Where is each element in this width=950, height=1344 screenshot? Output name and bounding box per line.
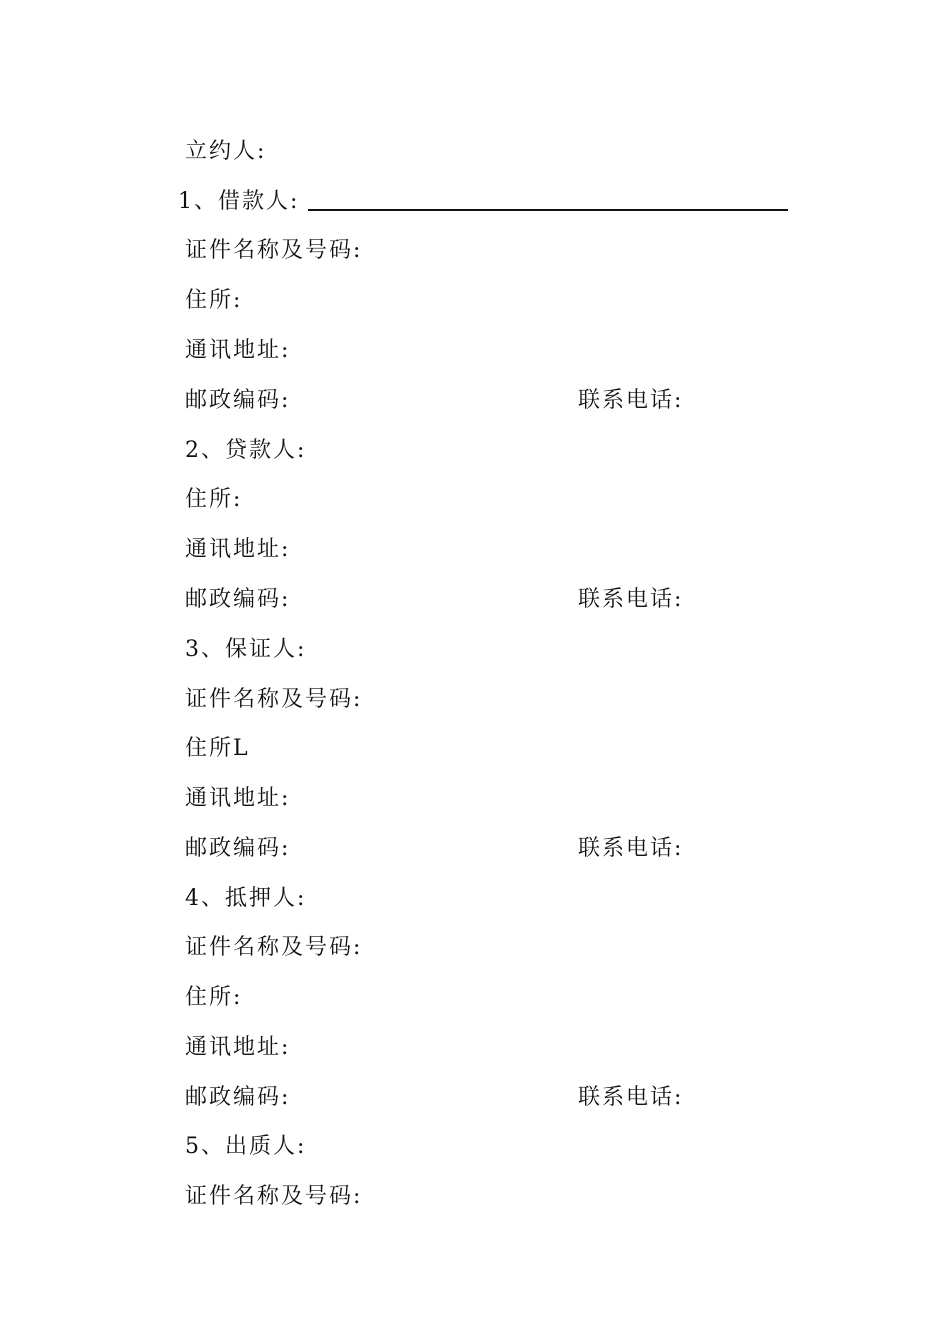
borrower-mail-label: 通讯地址:	[185, 338, 291, 363]
guarantor-heading: 3、保证人:	[185, 637, 307, 662]
lender-phone-label: 联系电话:	[578, 587, 684, 612]
mortgagor-id-label: 证件名称及号码:	[185, 935, 363, 960]
borrower-heading: 1、借款人:	[178, 189, 300, 214]
parties-heading: 立约人:	[185, 139, 267, 164]
pledgor-heading: 5、出质人:	[185, 1134, 307, 1159]
lender-postcode-label: 邮政编码:	[185, 587, 291, 612]
mortgagor-postcode-label: 邮政编码:	[185, 1085, 291, 1110]
borrower-address-label: 住所:	[185, 288, 243, 313]
mortgagor-mail-label: 通讯地址:	[185, 1035, 291, 1060]
guarantor-mail-label: 通讯地址:	[185, 786, 291, 811]
guarantor-address-label: 住所L	[185, 736, 250, 761]
mortgagor-phone-label: 联系电话:	[578, 1085, 684, 1110]
borrower-postcode-label: 邮政编码:	[185, 388, 291, 413]
lender-heading: 2、贷款人:	[185, 438, 307, 463]
mortgagor-heading: 4、抵押人:	[185, 886, 307, 911]
borrower-id-label: 证件名称及号码:	[185, 238, 363, 263]
lender-mail-label: 通讯地址:	[185, 537, 291, 562]
borrower-phone-label: 联系电话:	[578, 388, 684, 413]
pledgor-id-label: 证件名称及号码:	[185, 1184, 363, 1209]
guarantor-postcode-label: 邮政编码:	[185, 836, 291, 861]
guarantor-phone-label: 联系电话:	[578, 836, 684, 861]
borrower-name-blank	[308, 209, 788, 211]
lender-address-label: 住所:	[185, 487, 243, 512]
guarantor-id-label: 证件名称及号码:	[185, 687, 363, 712]
mortgagor-address-label: 住所:	[185, 985, 243, 1010]
